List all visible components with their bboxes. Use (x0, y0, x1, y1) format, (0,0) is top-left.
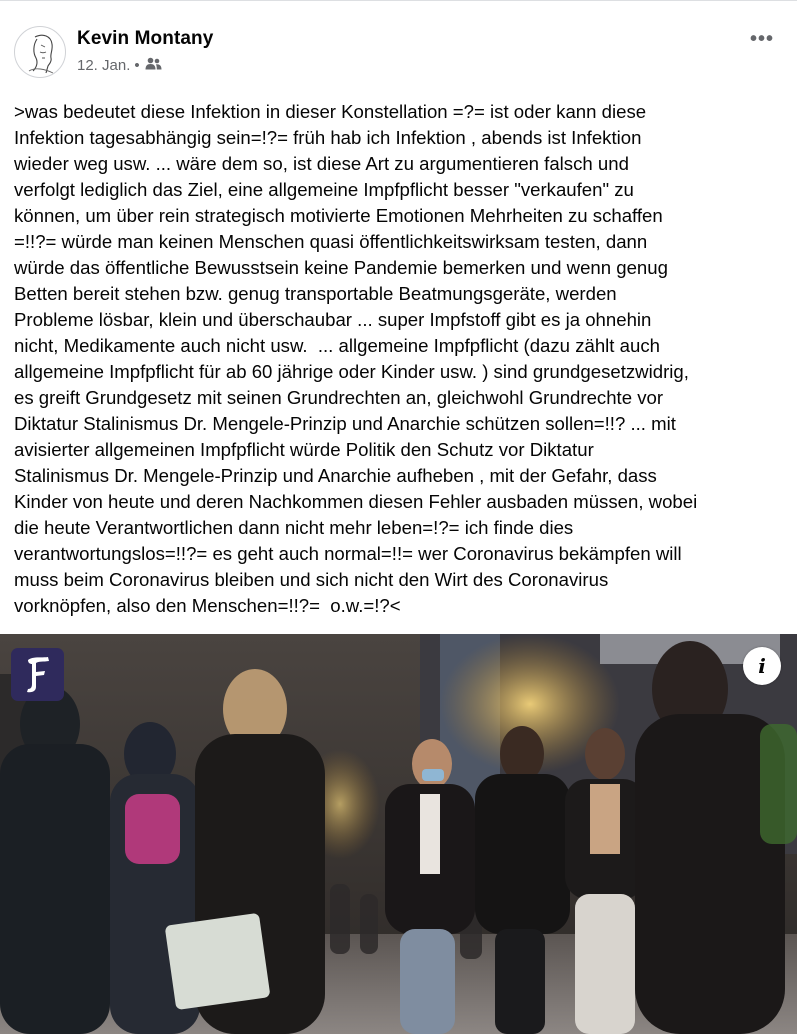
link-preview-image[interactable] (0, 634, 797, 1034)
friends-icon (145, 57, 162, 74)
avatar-sketch-icon (15, 27, 66, 78)
street-scene-illustration (0, 634, 797, 1034)
more-options-button[interactable]: ••• (749, 28, 774, 50)
post-text: >was bedeutet diese Infektion in dieser Konstellation =?= ist oder kann diese Infektion tagesabhängig sein=!?= früh hab ich Infektion , abends ist Infektion wieder weg usw. ... wäre dem so, ist diese Art zu argumentieren falsch und verfolgt lediglich das Ziel, eine allgemeine Impfpflicht besser "verkaufen" zu können, um über rein strategisch motivierte Emotionen Mehrheiten zu schaffen =!!?= würde man keinen Menschen quasi öffentlichkeitswirksam testen, dann würde das öffentliche Bewusstsein keine Pandemie bemerken und wenn genug Betten bereit stehen bzw. genug transportable Beatmungsgeräte, werden Probleme lösbar, klein und überschaubar ... super Impfstoff gibt es ja ohnehin nicht, Medikamente auch nicht usw. ... allgemeine Impfpflicht (dazu zählt auch allgemeine Impfpflicht für ab 60 jährige oder Kinder usw. ) sind grundgesetzwidrig, es greift Grundgesetz mit seinen Grundrechten an, gleichwohl Grundrechte vor Diktatur Stalinismus Dr. Mengele-Prinzip und Anarchie schützen sollen=!!? ... mit avisierter allgemeinen Impfpflicht würde Politik den Schutz vor Diktatur Stalinismus Dr. Mengele-Prinzip und Anarchie aufheben , mit der Gefahr, dass Kinder von heute und deren Nachkommen diesen Fehler ausbaden müssen, wobei die heute Verantwortlichen dann nicht mehr leben=!?= ich finde dies verantwortungslos=!!?= es geht auch normal=!!= wer Coronavirus bekämpfen will muss beim Coronavirus bleiben und sich nicht den Wirt des Coronavirus vorknöpfen, also den Menschen=!!?= o.w.=!?< (14, 101, 698, 616)
author-name[interactable]: Kevin Montany (77, 28, 214, 49)
faz-logo-icon (21, 654, 55, 696)
post-date[interactable]: 12. Jan. (77, 57, 131, 74)
post-header (14, 26, 784, 82)
post-meta (77, 57, 162, 74)
top-divider (0, 0, 797, 1)
avatar[interactable] (14, 26, 66, 78)
meta-separator: • (134, 57, 140, 74)
publisher-logo (11, 648, 64, 701)
info-button[interactable]: i (743, 647, 781, 685)
